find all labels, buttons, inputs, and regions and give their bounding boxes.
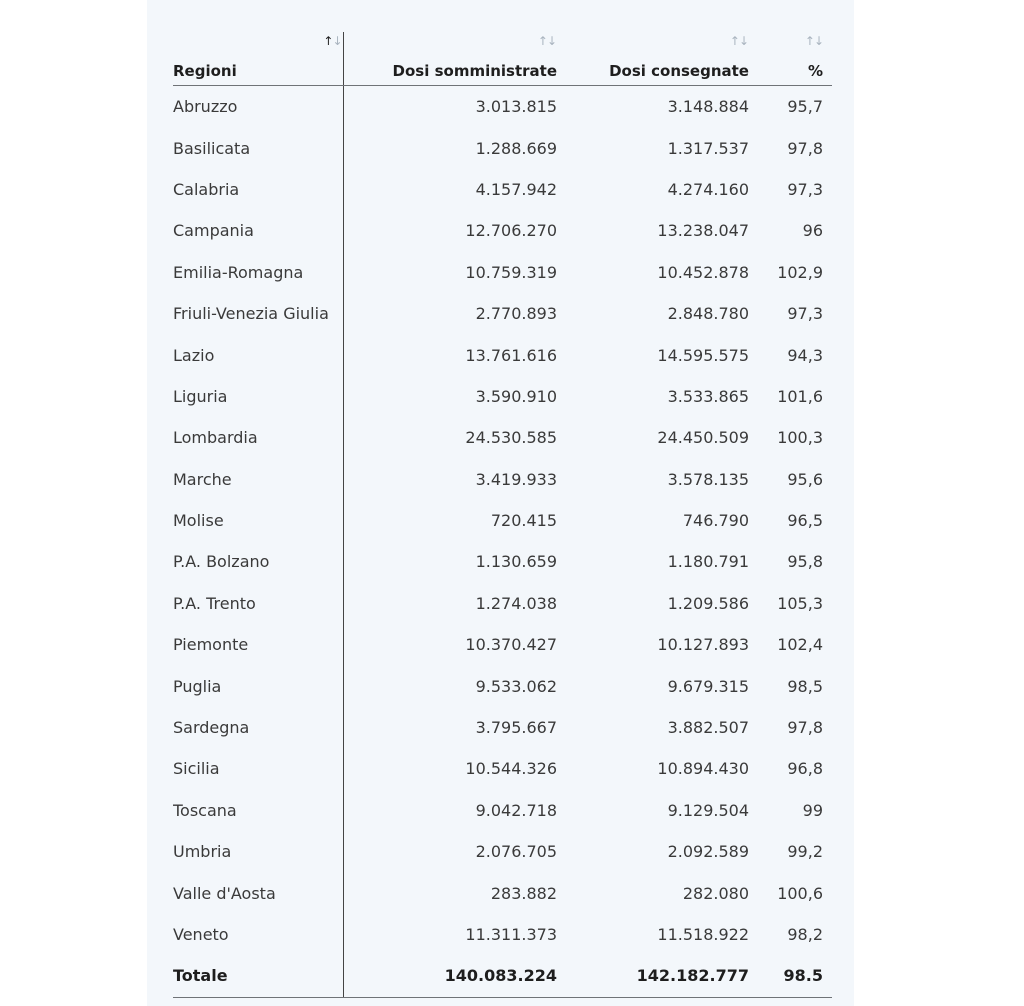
- percent-cell: 101,6: [777, 386, 823, 406]
- percent-cell: 96,5: [787, 511, 823, 531]
- table-header-row: [173, 32, 832, 86]
- dosi-somministrate-cell: 10.544.326: [465, 759, 557, 779]
- dosi-consegnate-cell: 3.533.865: [667, 386, 749, 406]
- dosi-consegnate-cell: 746.790: [682, 511, 749, 531]
- percent-cell: 97,8: [787, 718, 823, 738]
- dosi-consegnate-cell: 9.129.504: [667, 800, 749, 820]
- table-row: [173, 293, 832, 334]
- percent-cell: 94,3: [787, 345, 823, 365]
- table-row: [173, 914, 832, 955]
- dosi-somministrate-cell: 24.530.585: [465, 428, 557, 448]
- table-row: [173, 252, 832, 293]
- dosi-somministrate-cell: 1.130.659: [475, 552, 557, 572]
- dosi-consegnate-cell: 14.595.575: [657, 345, 749, 365]
- table-row: [173, 459, 832, 500]
- table-row: [173, 541, 832, 582]
- percent-cell: 102,4: [777, 635, 823, 655]
- region-cell: Friuli-Venezia Giulia: [173, 293, 343, 334]
- region-cell: Abruzzo: [173, 86, 343, 128]
- region-cell: Campania: [173, 210, 343, 251]
- dosi-consegnate-cell: 2.848.780: [667, 304, 749, 324]
- percent-cell: 102,9: [777, 262, 823, 282]
- column-header-label: Dosi somministrate: [392, 62, 557, 80]
- region-cell: Toscana: [173, 790, 343, 831]
- percent-cell: 98.5: [749, 955, 832, 997]
- table-row: [173, 417, 832, 458]
- table-row: [173, 86, 832, 128]
- dosi-somministrate-cell: 3.590.910: [475, 386, 557, 406]
- region-cell: Liguria: [173, 376, 343, 417]
- dosi-somministrate-cell: 9.533.062: [475, 676, 557, 696]
- table-row: [173, 583, 832, 624]
- dosi-somministrate-cell: 1.274.038: [475, 593, 557, 613]
- table-total-row: [173, 955, 832, 997]
- percent-cell: 95,8: [787, 552, 823, 572]
- region-cell: Emilia-Romagna: [173, 252, 343, 293]
- dosi-somministrate-cell: 9.042.718: [475, 800, 557, 820]
- table-row: [173, 500, 832, 541]
- dosi-somministrate-cell: 10.370.427: [465, 635, 557, 655]
- dosi-somministrate-cell: 2.770.893: [475, 304, 557, 324]
- region-cell: P.A. Trento: [173, 583, 343, 624]
- dosi-somministrate-cell: 13.761.616: [465, 345, 557, 365]
- dosi-consegnate-cell: 3.578.135: [667, 469, 749, 489]
- sort-icon[interactable]: ↑↓: [323, 34, 342, 48]
- percent-cell: 96: [802, 221, 823, 241]
- region-cell: Marche: [173, 459, 343, 500]
- percent-cell: 105,3: [777, 593, 823, 613]
- dosi-somministrate-cell: 4.157.942: [475, 179, 557, 199]
- dosi-consegnate-cell: 10.452.878: [657, 262, 749, 282]
- percent-cell: 97,3: [787, 179, 823, 199]
- column-header-label: %: [807, 62, 823, 80]
- dosi-somministrate-cell: 11.311.373: [465, 925, 557, 944]
- percent-cell: 100,6: [777, 883, 823, 903]
- sort-icon[interactable]: ↑↓: [537, 34, 556, 48]
- table-row: [173, 831, 832, 872]
- dosi-consegnate-cell: 3.882.507: [667, 718, 749, 738]
- region-cell: Totale: [173, 955, 343, 997]
- region-cell: P.A. Bolzano: [173, 541, 343, 582]
- dosi-consegnate-cell: 1.180.791: [667, 552, 749, 572]
- column-header-label: Dosi consegnate: [609, 62, 749, 80]
- dosi-somministrate-cell: 1.288.669: [475, 138, 557, 158]
- region-cell: Basilicata: [173, 127, 343, 168]
- column-header-regioni[interactable]: [173, 32, 343, 86]
- region-cell: Molise: [173, 500, 343, 541]
- table-row: [173, 169, 832, 210]
- percent-cell: 99: [802, 800, 823, 820]
- region-cell: Piemonte: [173, 624, 343, 665]
- region-cell: Sicilia: [173, 748, 343, 789]
- table-row: [173, 376, 832, 417]
- sort-icon[interactable]: ↑↓: [729, 34, 748, 48]
- region-cell: Lazio: [173, 334, 343, 375]
- region-cell: Calabria: [173, 169, 343, 210]
- percent-cell: 95,7: [787, 97, 823, 117]
- table-row: [173, 707, 832, 748]
- dosi-somministrate-cell: 283.882: [490, 883, 557, 903]
- region-cell: Lombardia: [173, 417, 343, 458]
- dosi-consegnate-cell: 2.092.589: [667, 842, 749, 862]
- dosi-consegnate-cell: 142.182.777: [557, 955, 749, 997]
- percent-cell: 97,3: [787, 304, 823, 324]
- dosi-somministrate-cell: 720.415: [490, 511, 557, 531]
- dosi-consegnate-cell: 3.148.884: [667, 97, 749, 117]
- table-row: [173, 624, 832, 665]
- dosi-somministrate-cell: 3.013.815: [475, 97, 557, 117]
- table-row: [173, 665, 832, 706]
- dosi-consegnate-cell: 13.238.047: [657, 221, 749, 241]
- percent-cell: 99,2: [787, 842, 823, 862]
- dosi-somministrate-cell: 140.083.224: [343, 955, 557, 997]
- column-header-dosi-consegnate[interactable]: [557, 32, 749, 86]
- dosi-somministrate-cell: 12.706.270: [465, 221, 557, 241]
- dosi-somministrate-cell: 3.419.933: [475, 469, 557, 489]
- dosi-consegnate-cell: 10.127.893: [657, 635, 749, 655]
- percent-cell: 98,5: [787, 676, 823, 696]
- region-cell: Veneto: [173, 914, 343, 955]
- dosi-consegnate-cell: 9.679.315: [667, 676, 749, 696]
- percent-cell: 95,6: [787, 469, 823, 489]
- region-cell: Puglia: [173, 665, 343, 706]
- column-header-dosi-somministrate[interactable]: [343, 32, 557, 86]
- table-row: [173, 872, 832, 913]
- dosi-consegnate-cell: 4.274.160: [667, 179, 749, 199]
- dosi-somministrate-cell: 2.076.705: [475, 842, 557, 862]
- column-header-percent[interactable]: [749, 32, 832, 86]
- percent-cell: 100,3: [777, 428, 823, 448]
- table-row: [173, 334, 832, 375]
- table-body: [173, 86, 832, 998]
- dosi-consegnate-cell: 1.209.586: [667, 593, 749, 613]
- table-row: [173, 127, 832, 168]
- dosi-consegnate-cell: 1.317.537: [667, 138, 749, 158]
- percent-cell: 98,2: [787, 925, 823, 944]
- dosi-consegnate-cell: 282.080: [682, 883, 749, 903]
- region-cell: Umbria: [173, 831, 343, 872]
- table-row: [173, 210, 832, 251]
- dosi-consegnate-cell: 24.450.509: [657, 428, 749, 448]
- percent-cell: 97,8: [787, 138, 823, 158]
- percent-cell: 96,8: [787, 759, 823, 779]
- dosi-somministrate-cell: 10.759.319: [465, 262, 557, 282]
- dosi-consegnate-cell: 11.518.922: [657, 925, 749, 944]
- region-cell: Sardegna: [173, 707, 343, 748]
- table-row: [173, 748, 832, 789]
- dosi-somministrate-cell: 3.795.667: [475, 718, 557, 738]
- dosi-consegnate-cell: 10.894.430: [657, 759, 749, 779]
- column-header-label: Regioni: [173, 62, 237, 80]
- sort-icon[interactable]: ↑↓: [804, 34, 823, 48]
- vaccine-doses-table: [173, 32, 832, 998]
- region-cell: Valle d'Aosta: [173, 872, 343, 913]
- table-row: [173, 790, 832, 831]
